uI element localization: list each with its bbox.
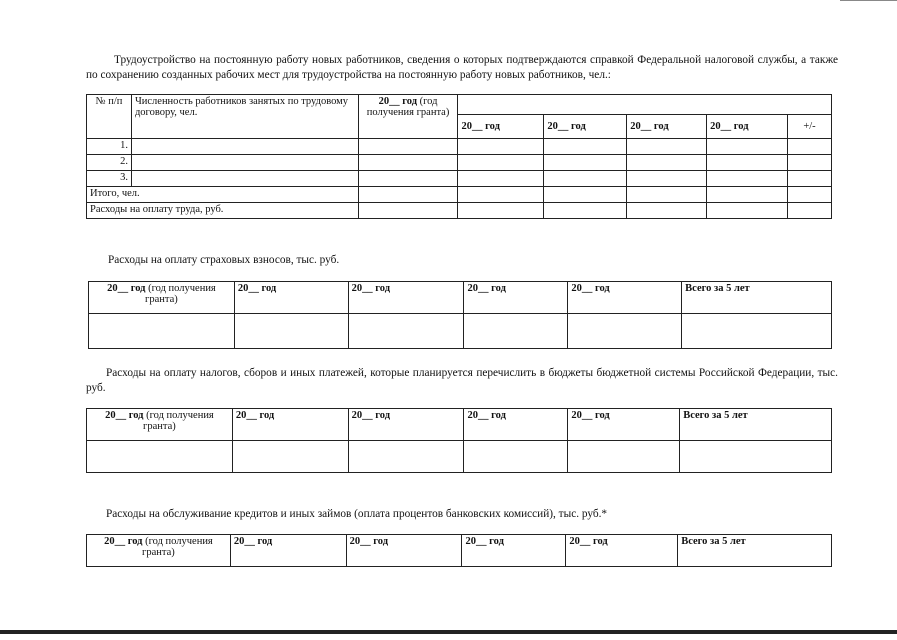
col-header-year-1: 20__ год — [234, 282, 348, 314]
loans-table — [86, 534, 832, 567]
col-header-year-2: 20__ год — [544, 115, 627, 139]
row-number: 2. — [87, 155, 132, 171]
taxes-heading: Расходы на оплату налогов, сборов и иных платежей, которые планируется перечислить в бюджеты бюджетной системы Российской Федерации, тыс. руб. — [86, 367, 838, 394]
years-group-header — [458, 95, 832, 115]
col-header-year-4: 20__ год — [566, 535, 678, 567]
col-header-number: № п/п — [87, 95, 132, 139]
col-header-grant-year: 20__ год (год получения гранта) — [87, 535, 231, 567]
wages-label: Расходы на оплату труда, руб. — [87, 203, 359, 219]
col-header-description: Численность работников занятых по трудовому договору, чел. — [131, 95, 358, 139]
employment-intro: Трудоустройство на постоянную работу новых работников, сведения о которых подтверждаются справкой Федеральной налоговой службы, а также по сохранению созданных рабочих мест для трудоустройства на постоянную работу новых работников, чел.: — [86, 54, 838, 81]
insurance-table — [88, 281, 832, 349]
col-header-year-3: 20__ год — [464, 282, 568, 314]
scan-bottom-edge — [0, 630, 897, 634]
col-header-year-4: 20__ год — [568, 409, 680, 441]
scan-top-edge — [840, 0, 897, 1]
row-number: 3. — [87, 171, 132, 187]
col-header-year-3: 20__ год — [464, 409, 568, 441]
total-label: Итого, чел. — [87, 187, 359, 203]
col-header-total: Всего за 5 лет — [682, 282, 832, 314]
col-header-year-2: 20__ год — [348, 409, 464, 441]
col-header-year-2: 20__ год — [346, 535, 462, 567]
col-header-year-3: 20__ год — [462, 535, 566, 567]
col-header-year-3: 20__ год — [627, 115, 707, 139]
col-header-grant-year: 20__ год (год получения гранта) — [87, 409, 233, 441]
table-row — [87, 171, 832, 187]
col-header-year-4: 20__ год — [707, 115, 788, 139]
col-header-total: Всего за 5 лет — [680, 409, 832, 441]
col-header-delta: +/- — [788, 115, 832, 139]
col-header-year-1: 20__ год — [458, 115, 544, 139]
col-header-grant-year: 20__ год (год получения гранта) — [89, 282, 235, 314]
wages-row — [87, 203, 832, 219]
insurance-heading: Расходы на оплату страховых взносов, тыс. руб. — [108, 254, 340, 266]
col-header-year-1: 20__ год — [232, 409, 348, 441]
loans-heading: Расходы на обслуживание кредитов и иных займов (оплата процентов банковских комиссий), тыс. руб.* — [106, 508, 608, 520]
table-row — [87, 139, 832, 155]
taxes-table — [86, 408, 832, 473]
table-row — [87, 155, 832, 171]
total-row — [87, 187, 832, 203]
col-header-year-1: 20__ год — [230, 535, 346, 567]
col-header-year-4: 20__ год — [568, 282, 682, 314]
col-header-total: Всего за 5 лет — [678, 535, 832, 567]
employment-table — [86, 94, 832, 219]
col-header-year-2: 20__ год — [348, 282, 464, 314]
col-header-grant-year: 20__ год (год получения гранта) — [358, 95, 458, 139]
row-number: 1. — [87, 139, 132, 155]
